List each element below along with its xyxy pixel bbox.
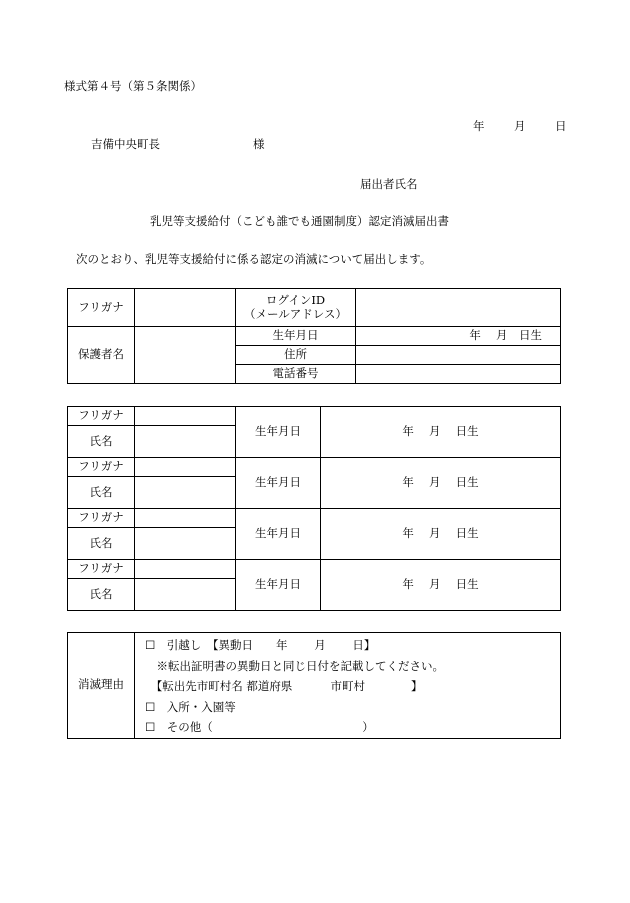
child-4-furigana-label: フリガナ (68, 560, 135, 579)
addressee-name: 吉備中央町長 (91, 137, 160, 151)
child-4-name-label: 氏名 (68, 579, 135, 611)
date-year-label: 年 (473, 119, 485, 133)
addressee-honorific: 様 (253, 137, 265, 151)
reason-moving-checkbox[interactable]: ☐ 引越し 【異動日 年 月 日】 (145, 638, 376, 652)
guardian-name-field[interactable] (135, 327, 236, 384)
reason-table (67, 632, 561, 739)
child-1-dob-field[interactable]: 年 月 日生 (321, 407, 561, 458)
reason-moving-note: ※転出証明書の異動日と同じ日付を記載してください。 (145, 658, 444, 673)
guardian-phone-field[interactable] (356, 365, 561, 384)
child-3-name-field[interactable] (135, 528, 236, 560)
child-1-name-field[interactable] (135, 426, 236, 458)
child-4-dob-field[interactable]: 年 月 日生 (321, 560, 561, 611)
login-id-label (236, 289, 356, 327)
child-3-furigana-field[interactable] (135, 509, 236, 528)
child-3-dob-field[interactable]: 年 月 日生 (321, 509, 561, 560)
child-3-name-label: 氏名 (68, 528, 135, 560)
date-day-label: 日 (555, 119, 567, 133)
child-1-dob-label: 生年月日 (236, 407, 321, 458)
child-2-name-field[interactable] (135, 477, 236, 509)
child-2-furigana-label: フリガナ (68, 458, 135, 477)
child-1-furigana-label: フリガナ (68, 407, 135, 426)
guardian-dob-field[interactable]: 年 月 日生 (356, 327, 561, 346)
child-4-name-field[interactable] (135, 579, 236, 611)
child-4-furigana-field[interactable] (135, 560, 236, 579)
reason-label: 消滅理由 (68, 633, 135, 739)
reason-destination-field[interactable]: 【転出先市町村名 都道府県 市町村 】 (145, 679, 423, 693)
child-4-dob-label: 生年月日 (236, 560, 321, 611)
reason-options (135, 633, 561, 739)
guardian-phone-label: 電話番号 (236, 365, 356, 384)
applicant-name-label: 届出者氏名 (360, 177, 418, 191)
child-1-name-label: 氏名 (68, 426, 135, 458)
login-id-field[interactable] (356, 289, 561, 327)
login-id-label-line1: ログインID (265, 292, 326, 307)
child-1-furigana-field[interactable] (135, 407, 236, 426)
guardian-dob-label: 生年月日 (236, 327, 356, 346)
children-table (67, 406, 561, 611)
guardian-address-label: 住所 (236, 346, 356, 365)
guardian-furigana-label: フリガナ (68, 289, 135, 327)
child-3-dob-label: 生年月日 (236, 509, 321, 560)
guardian-name-label: 保護者名 (68, 327, 135, 384)
child-3-furigana-label: フリガナ (68, 509, 135, 528)
guardian-furigana-field[interactable] (135, 289, 236, 327)
login-id-label-line2: （メールアドレス） (244, 306, 347, 321)
child-2-dob-field[interactable]: 年 月 日生 (321, 458, 561, 509)
intro-text: 次のとおり、乳児等支援給付に係る認定の消滅について届出します。 (76, 252, 432, 266)
guardian-address-field[interactable] (356, 346, 561, 365)
date-month-label: 月 (514, 119, 526, 133)
document-title: 乳児等支援給付（こども誰でも通園制度）認定消滅届出書 (150, 214, 449, 228)
reason-admission-checkbox[interactable]: ☐ 入所・入園等 (145, 699, 236, 714)
child-2-name-label: 氏名 (68, 477, 135, 509)
form-number: 様式第４号（第５条関係） (64, 79, 202, 93)
child-2-dob-label: 生年月日 (236, 458, 321, 509)
reason-other-checkbox[interactable]: ☐ その他（ ） (145, 720, 374, 734)
child-2-furigana-field[interactable] (135, 458, 236, 477)
guardian-table (67, 288, 561, 384)
